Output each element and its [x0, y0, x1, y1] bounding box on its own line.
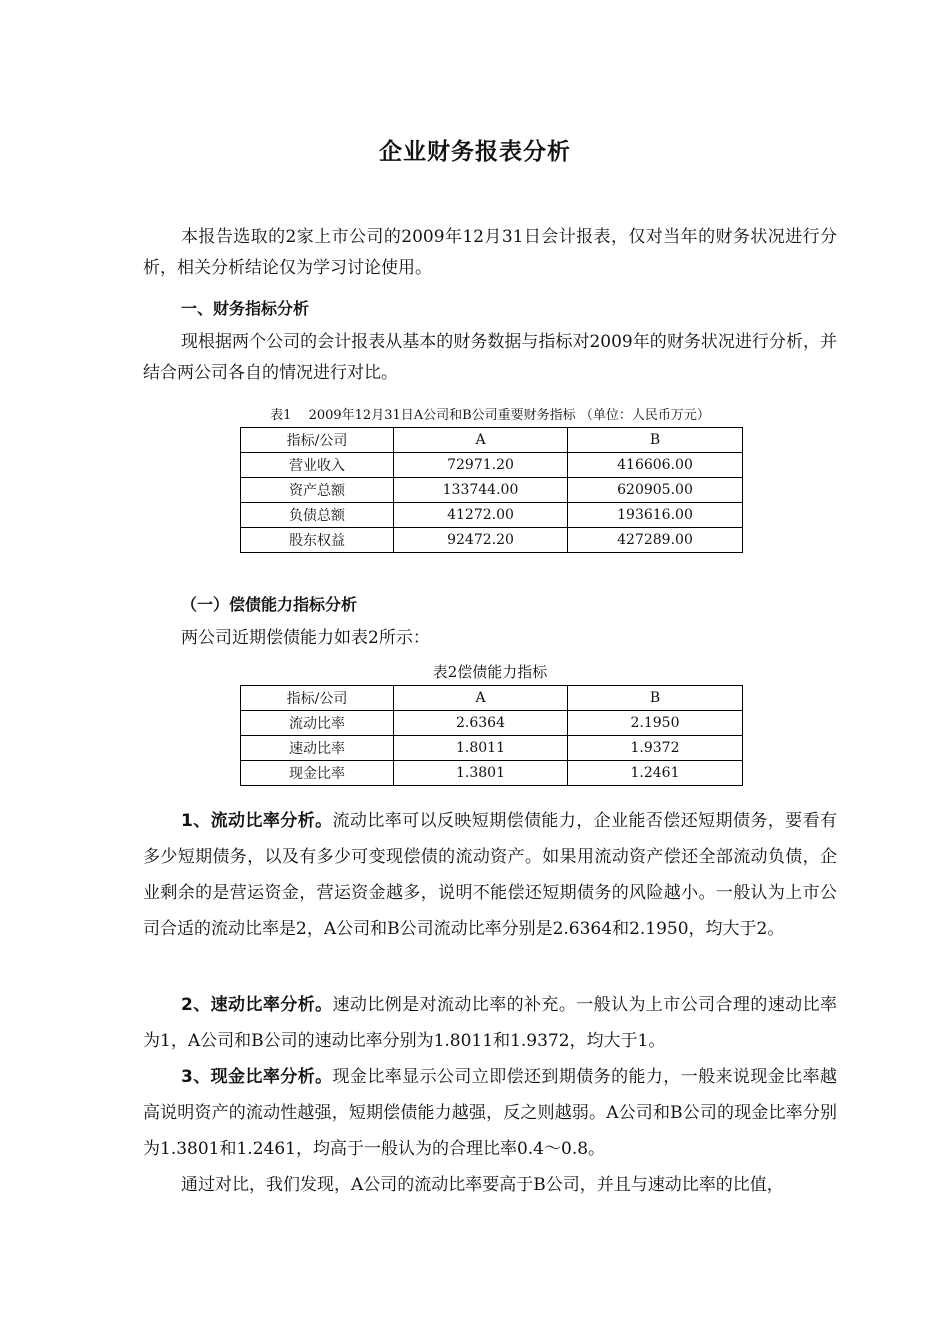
table-cell: 1.3801	[394, 761, 568, 786]
table-header-cell: A	[394, 686, 568, 711]
closing-paragraph: 通过对比，我们发现，A公司的流动比率要高于B公司，并且与速动比率的比值，	[181, 1175, 784, 1195]
table-header-row	[241, 686, 743, 711]
table-cell: 速动比率	[241, 736, 394, 761]
table-cell: 72971.20	[394, 453, 568, 478]
table-cell: 620905.00	[568, 478, 743, 503]
table-cell: 1.2461	[568, 761, 743, 786]
table-cell: 流动比率	[241, 711, 394, 736]
subsection1-paragraph: 两公司近期偿债能力如表2所示：	[181, 628, 430, 648]
table-header-cell: B	[568, 686, 743, 711]
table-row	[241, 736, 743, 761]
table-cell: 427289.00	[568, 528, 743, 553]
current-ratio-text: 流动比率可以反映短期偿债能力，企业能否偿还短期债务，要看有多少短期债务，以及有多少可变现偿债的流动资产。如果用流动资产偿还全部流动负债，企业剩余的是营运资金，营运资金越多，说明不能偿还短期债务的风险越小。一般认为上市公司合适的流动比率是2，A公司和B公司流动比率分别是2.6364和2.1950，均大于2。	[143, 811, 837, 939]
table-cell: 1.8011	[394, 736, 568, 761]
quick-ratio-paragraph	[143, 987, 837, 1059]
current-ratio-paragraph	[143, 803, 837, 947]
table-row	[241, 503, 743, 528]
table-header-cell: 指标/公司	[241, 686, 394, 711]
quick-ratio-text: 速动比例是对流动比率的补充。一般认为上市公司合理的速动比率为1，A公司和B公司的速动比率分别为1.8011和1.9372，均大于1。	[143, 995, 837, 1051]
table1	[240, 427, 743, 553]
table-cell: 1.9372	[568, 736, 743, 761]
table-cell: 133744.00	[394, 478, 568, 503]
section1-paragraph: 现根据两个公司的会计报表从基本的财务数据与指标对2009年的财务状况进行分析，并结合两公司各自的情况进行对比。	[143, 332, 837, 383]
table2	[240, 685, 743, 786]
cash-ratio-paragraph	[143, 1059, 837, 1167]
table-cell: 2.1950	[568, 711, 743, 736]
table-cell: 92472.20	[394, 528, 568, 553]
table-cell: 现金比率	[241, 761, 394, 786]
table1-caption: 表1 2009年12月31日A公司和B公司重要财务指标 （单位：人民币万元）	[270, 408, 710, 423]
table-cell: 193616.00	[568, 503, 743, 528]
table-cell: 股东权益	[241, 528, 394, 553]
table-row	[241, 453, 743, 478]
section1-heading: 一、财务指标分析	[181, 299, 310, 318]
cash-ratio-text: 现金比率显示公司立即偿还到期债务的能力，一般来说现金比率越高说明资产的流动性越强，短期偿债能力越强，反之则越弱。A公司和B公司的现金比率分别为1.3801和1.2461，均高于一般认为的合理比率0.4～0.8。	[143, 1067, 837, 1159]
table-row	[241, 478, 743, 503]
table-row	[241, 711, 743, 736]
intro-paragraph: 本报告选取的2家上市公司的2009年12月31日会计报表，仅对当年的财务状况进行分析，相关分析结论仅为学习讨论使用。	[143, 227, 837, 278]
table-cell: 2.6364	[394, 711, 568, 736]
table2-caption: 表2偿债能力指标	[432, 663, 548, 681]
quick-ratio-lead: 2、速动比率分析。	[181, 995, 333, 1015]
table-header-row	[241, 428, 743, 453]
table-row	[241, 761, 743, 786]
table-header-cell: B	[568, 428, 743, 453]
table-header-cell: 指标/公司	[241, 428, 394, 453]
table-header-cell: A	[394, 428, 568, 453]
current-ratio-lead: 1、流动比率分析。	[181, 811, 333, 831]
table-cell: 资产总额	[241, 478, 394, 503]
table-cell: 营业收入	[241, 453, 394, 478]
cash-ratio-lead: 3、现金比率分析。	[181, 1067, 333, 1087]
table-cell: 负债总额	[241, 503, 394, 528]
page-title: 企业财务报表分析	[379, 139, 571, 165]
table-cell: 41272.00	[394, 503, 568, 528]
table-row	[241, 528, 743, 553]
subsection1-heading: （一）偿债能力指标分析	[181, 595, 358, 614]
table-cell: 416606.00	[568, 453, 743, 478]
